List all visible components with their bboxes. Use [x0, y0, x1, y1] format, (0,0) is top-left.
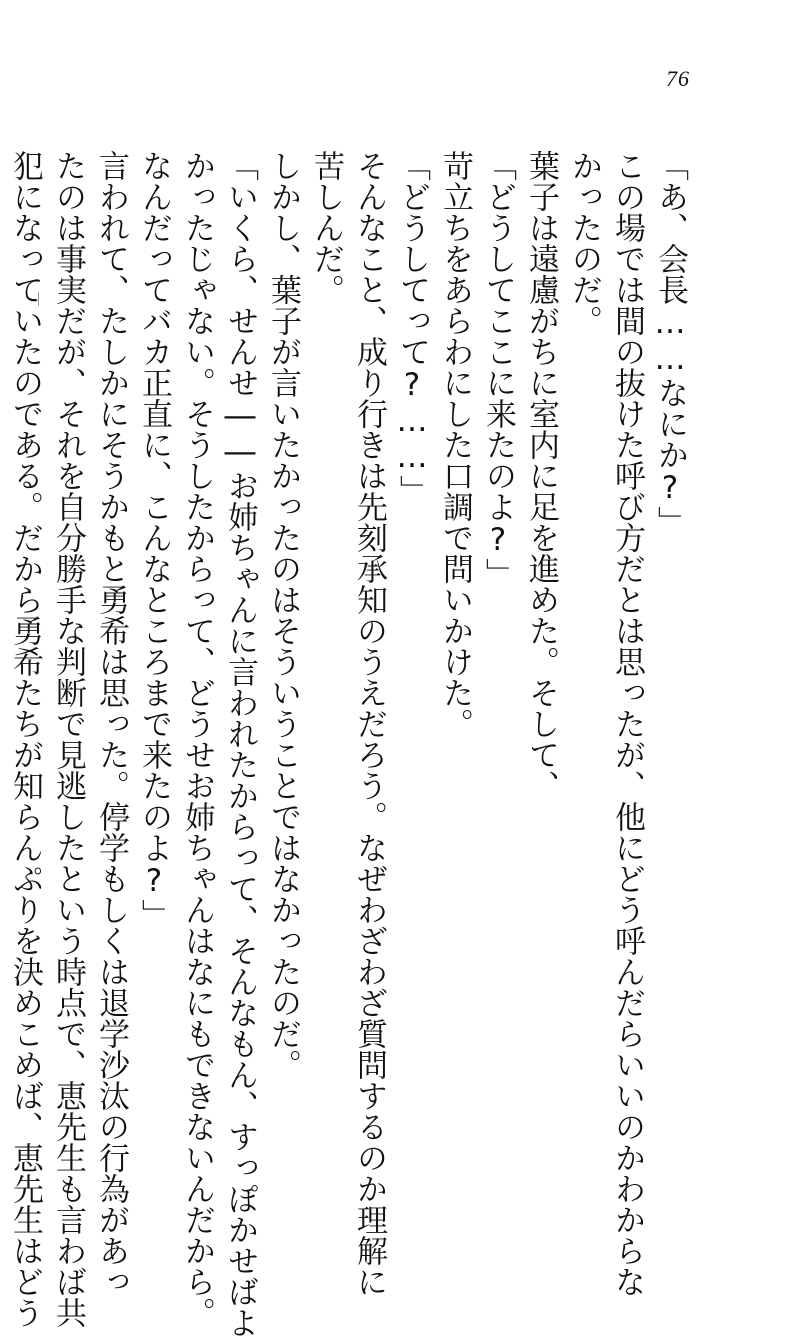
text-line-4: 葉子は遠慮がちに室内に足を進めた。そして、: [523, 150, 559, 801]
text-line-3: かったのだ。: [566, 150, 602, 336]
text-line-2: この場では間の抜けた呼び方だとは思ったが、他にどう呼んだらいいのかわからな: [609, 150, 645, 1297]
text-line-14: 言われて、たしかにそうかもと勇希は思った。停学もしくは退学沙汰の行為があっ: [93, 150, 129, 1297]
text-line-16: 犯になっていたのである。だから勇希たちが知らんぷりを決めこめば、恵先生はどう: [7, 150, 43, 1328]
text-line-5: 「どうしてここに来たのよ?」: [480, 150, 516, 589]
text-line-11: 「いくら、せんせ――お姉ちゃんに言われたからって、そんなもん、すっぽかせばよ: [222, 150, 258, 1338]
text-line-12: かったじゃない。そうしたからって、どうせお姉ちゃんはなにもできないんだから。: [179, 150, 215, 1328]
text-line-6: 苛立ちをあらわにした口調で問いかけた。: [437, 150, 473, 739]
text-line-1: 「あ、会長……なにか?」: [652, 150, 688, 537]
vertical-text-block: [3, 150, 691, 1338]
text-line-7: 「どうしてって?……」: [394, 150, 430, 506]
text-line-15: たのは事実だが、それを自分勝手な判断で見逃したという時点で、恵先生も言わば共: [50, 150, 86, 1328]
page-number: 76: [666, 66, 690, 91]
text-line-13: なんだってバカ正直に、こんなところまで来たのよ?」: [136, 150, 172, 930]
text-line-10: しかし、葉子が言いたかったのはそういうことではなかったのだ。: [265, 150, 301, 1080]
text-line-9: 苦しんだ。: [308, 150, 344, 305]
text-line-8: そんなこと、成り行きは先刻承知のうえだろう。なぜわざわざ質問するのか理解に: [351, 150, 387, 1297]
